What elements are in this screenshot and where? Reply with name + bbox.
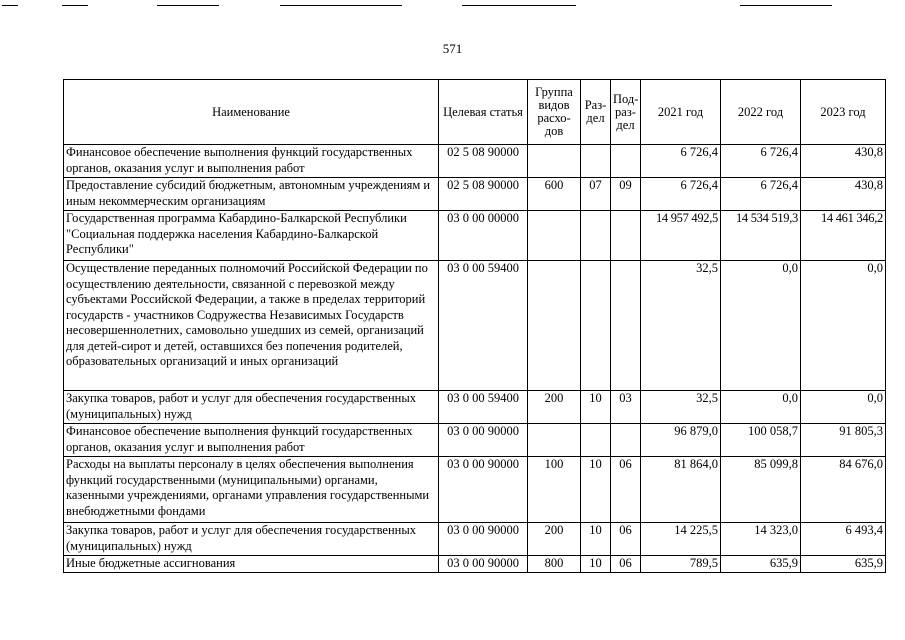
cell-name: Закупка товаров, работ и услуг для обеспечения государственных (муниципальных) нужд bbox=[64, 391, 439, 424]
cell-2023: 635,9 bbox=[801, 556, 886, 573]
table-row bbox=[64, 178, 886, 211]
cell-subsection: 06 bbox=[611, 556, 641, 573]
cell-name: Государственная программа Кабардино-Балкарской Республики "Социальная поддержка населения Кабардино-Балкарской Республики" bbox=[64, 211, 439, 261]
cell-2021: 14 957 492,5 bbox=[641, 211, 721, 261]
table-body bbox=[64, 145, 886, 573]
cell-2022: 0,0 bbox=[721, 261, 801, 391]
cell-section: 10 bbox=[581, 523, 611, 556]
cell-2022: 6 726,4 bbox=[721, 178, 801, 211]
cell-2023: 430,8 bbox=[801, 145, 886, 178]
cell-section bbox=[581, 261, 611, 391]
cell-group: 200 bbox=[528, 523, 581, 556]
top-rule bbox=[62, 5, 88, 6]
cell-2023: 0,0 bbox=[801, 261, 886, 391]
cell-2022: 85 099,8 bbox=[721, 457, 801, 523]
cell-name: Расходы на выплаты персоналу в целях обеспечения выполнения функций государственными (муниципальными) органами, казенными учреждениями, органами управления государственными внебюджетными фондами bbox=[64, 457, 439, 523]
cell-2021: 6 726,4 bbox=[641, 145, 721, 178]
cell-2022: 14 534 519,3 bbox=[721, 211, 801, 261]
cell-target: 02 5 08 90000 bbox=[439, 145, 528, 178]
cell-group: 600 bbox=[528, 178, 581, 211]
header-2023: 2023 год bbox=[801, 80, 886, 145]
cell-name: Финансовое обеспечение выполнения функций государственных органов, оказания услуг и выполнения работ bbox=[64, 145, 439, 178]
cell-2023: 6 493,4 bbox=[801, 523, 886, 556]
top-rule bbox=[157, 5, 219, 6]
table-row bbox=[64, 457, 886, 523]
table-row bbox=[64, 211, 886, 261]
cell-2021: 81 864,0 bbox=[641, 457, 721, 523]
cell-group bbox=[528, 261, 581, 391]
top-rule bbox=[462, 5, 576, 6]
cell-2023: 0,0 bbox=[801, 391, 886, 424]
cell-target: 03 0 00 90000 bbox=[439, 457, 528, 523]
cell-group: 800 bbox=[528, 556, 581, 573]
header-2021: 2021 год bbox=[641, 80, 721, 145]
header-section: Раз-дел bbox=[581, 80, 611, 145]
cell-group: 100 bbox=[528, 457, 581, 523]
top-rule bbox=[740, 5, 832, 6]
header-target: Целевая статья bbox=[439, 80, 528, 145]
table-row bbox=[64, 391, 886, 424]
header-group: Группа видов расхо-дов bbox=[528, 80, 581, 145]
cell-2021: 96 879,0 bbox=[641, 424, 721, 457]
cell-target: 03 0 00 90000 bbox=[439, 556, 528, 573]
cell-name: Осуществление переданных полномочий Российской Федерации по осуществлению деятельности, связанной с перевозкой между субъектами Российской Федерации, а также в пределах территорий государств - участников Содружества Независимых Государств несовершеннолетних, самовольно ушедших из семей, организаций для детей-сирот и детей, оставшихся без попечения родителей, образовательных организаций и иных организаций bbox=[64, 261, 439, 391]
cell-name: Предоставление субсидий бюджетным, автономным учреждениям и иным некоммерческим организациям bbox=[64, 178, 439, 211]
cell-target: 02 5 08 90000 bbox=[439, 178, 528, 211]
cell-2021: 6 726,4 bbox=[641, 178, 721, 211]
cell-2021: 789,5 bbox=[641, 556, 721, 573]
cell-target: 03 0 00 59400 bbox=[439, 391, 528, 424]
cell-2023: 91 805,3 bbox=[801, 424, 886, 457]
cell-subsection: 03 bbox=[611, 391, 641, 424]
cell-target: 03 0 00 59400 bbox=[439, 261, 528, 391]
header-name: Наименование bbox=[64, 80, 439, 145]
table-row bbox=[64, 261, 886, 391]
cell-2022: 14 323,0 bbox=[721, 523, 801, 556]
table-row bbox=[64, 556, 886, 573]
cell-target: 03 0 00 90000 bbox=[439, 523, 528, 556]
cell-subsection: 06 bbox=[611, 523, 641, 556]
cell-section bbox=[581, 145, 611, 178]
cell-subsection bbox=[611, 211, 641, 261]
table-header bbox=[64, 80, 886, 145]
cell-2021: 14 225,5 bbox=[641, 523, 721, 556]
top-rule bbox=[280, 5, 402, 6]
cell-subsection: 06 bbox=[611, 457, 641, 523]
table-row bbox=[64, 145, 886, 178]
cell-group: 200 bbox=[528, 391, 581, 424]
cell-target: 03 0 00 90000 bbox=[439, 424, 528, 457]
cell-subsection: 09 bbox=[611, 178, 641, 211]
budget-table bbox=[63, 79, 886, 573]
cell-group bbox=[528, 145, 581, 178]
cell-2022: 6 726,4 bbox=[721, 145, 801, 178]
cell-group bbox=[528, 211, 581, 261]
cell-section: 10 bbox=[581, 457, 611, 523]
cell-name: Иные бюджетные ассигнования bbox=[64, 556, 439, 573]
top-rule bbox=[2, 5, 18, 6]
cell-section: 10 bbox=[581, 556, 611, 573]
cell-2021: 32,5 bbox=[641, 261, 721, 391]
table-row bbox=[64, 523, 886, 556]
cell-target: 03 0 00 00000 bbox=[439, 211, 528, 261]
cell-section: 10 bbox=[581, 391, 611, 424]
cell-2022: 635,9 bbox=[721, 556, 801, 573]
cell-subsection bbox=[611, 145, 641, 178]
cell-2023: 14 461 346,2 bbox=[801, 211, 886, 261]
header-2022: 2022 год bbox=[721, 80, 801, 145]
page-number: 571 bbox=[442, 41, 463, 56]
cell-name: Финансовое обеспечение выполнения функций государственных органов, оказания услуг и выполнения работ bbox=[64, 424, 439, 457]
cell-2022: 0,0 bbox=[721, 391, 801, 424]
cell-subsection bbox=[611, 261, 641, 391]
cell-section bbox=[581, 424, 611, 457]
header-subsection: Под-раз-дел bbox=[611, 80, 641, 145]
cell-name: Закупка товаров, работ и услуг для обеспечения государственных (муниципальных) нужд bbox=[64, 523, 439, 556]
cell-subsection bbox=[611, 424, 641, 457]
cell-section: 07 bbox=[581, 178, 611, 211]
cell-2021: 32,5 bbox=[641, 391, 721, 424]
cell-group bbox=[528, 424, 581, 457]
cell-section bbox=[581, 211, 611, 261]
cell-2022: 100 058,7 bbox=[721, 424, 801, 457]
cell-2023: 430,8 bbox=[801, 178, 886, 211]
table-row bbox=[64, 424, 886, 457]
cell-2023: 84 676,0 bbox=[801, 457, 886, 523]
